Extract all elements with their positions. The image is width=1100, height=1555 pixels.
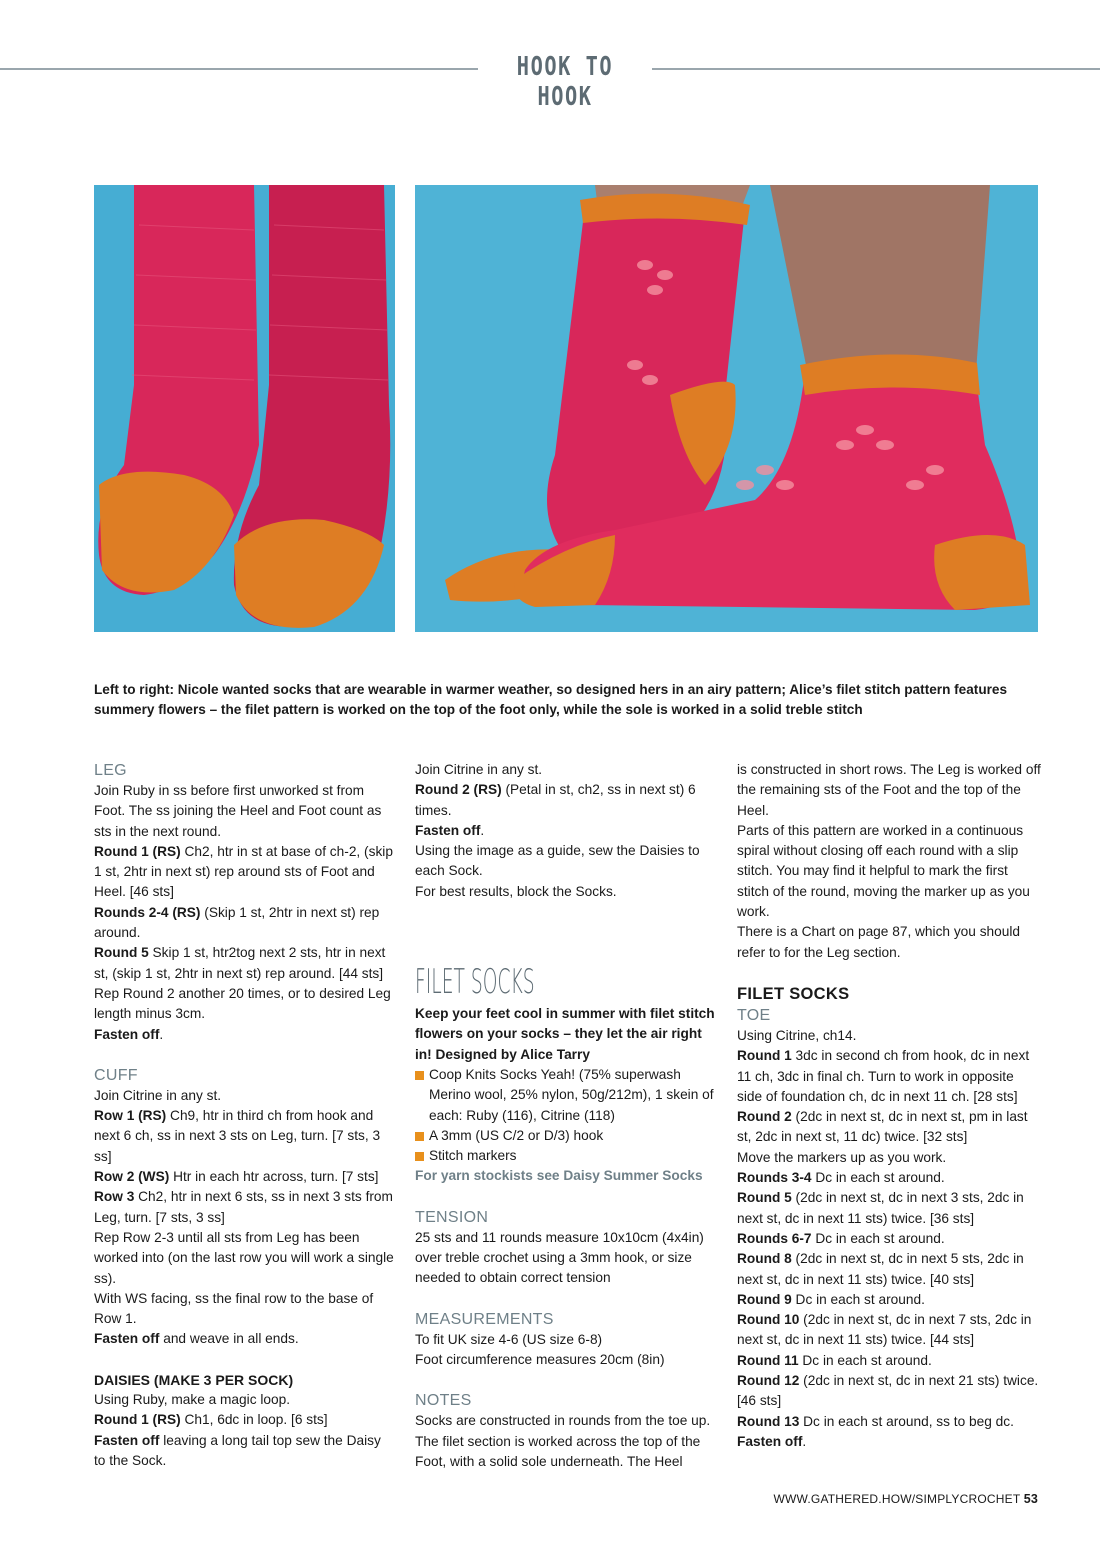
filet-socks-heading: FILET SOCKS [737,984,850,1003]
cuff-heading: CUFF [94,1066,138,1084]
column-1 [94,760,394,1471]
daisies-round-1: Round 1 (RS) Ch1, 6dc in loop. [6 sts] [94,1412,328,1428]
materials-markers: Stitch markers [415,1146,715,1166]
daisies-heading: DAISIES (MAKE 3 PER SOCK) [94,1371,294,1388]
daisies-fasten-off-2: Fasten off. [415,822,485,838]
cuff-fasten-off: Fasten off and weave in all ends. [94,1331,299,1347]
materials-hook: A 3mm (US C/2 or D/3) hook [415,1126,715,1146]
tension-heading: TENSION [415,1208,489,1226]
toe-round: Round 8 (2dc in next st, dc in next 5 sts, 2dc in next st, dc in next 11 sts) twice. [40 sts] [737,1251,1024,1287]
notes-spiral: Parts of this pattern are worked in a continuous spiral without closing off each round with a slip stitch. You may find it helpful to mark the first stitch of the round, moving the marker up as you work. [737,822,1030,920]
photo-filet-socks-side [415,185,1038,632]
leg-rounds-2-4: Rounds 2-4 (RS) (Skip 1 st, 2htr in next st) rep around. [94,904,380,941]
toe-round: Round 1 3dc in second ch from hook, dc in next 11 ch, 3dc in final ch. Turn to work in opposite side of foundation ch, dc in next 11 ch. [28 sts] [737,1048,1030,1104]
cuff-intro: Join Citrine in any st. [94,1087,222,1103]
cuff-row-2: Row 2 (WS) Htr in each htr across, turn. [7 sts] [94,1169,379,1185]
photo-pink-socks-front [94,185,395,632]
header-rule-right [652,68,1100,70]
leg-round-1: Round 1 (RS) Ch2, htr in st at base of ch-2, (skip 1 st, 2htr in next st) rep around sts of Foot and Heel. [46 sts] [94,843,393,900]
block-note: For best results, block the Socks. [415,883,617,899]
measurements-heading: MEASUREMENTS [415,1310,554,1328]
page-footer [773,1492,1038,1506]
column-2 [415,760,715,1472]
tension-text: 25 sts and 11 rounds measure 10x10cm (4x4in) over treble crochet using a 3mm hook, or size needed to obtain correct tension [415,1229,704,1286]
measurements-circumference: Foot circumference measures 20cm (8in) [415,1351,665,1367]
toe-round: Round 5 (2dc in next st, dc in next 3 sts, 2dc in next st, dc in next 11 sts) twice. [36 sts] [737,1190,1024,1226]
materials-yarn: Coop Knits Socks Yeah! (75% superwash Merino wool, 25% nylon, 50g/212m), 1 skein of each: Ruby (116), Citrine (118) [415,1065,715,1126]
header-rule-left [0,68,478,70]
cuff-row-1: Row 1 (RS) Ch9, htr in third ch from hook and next 6 ch, ss in next 3 sts on Leg, turn. [7 sts, 3 ss] [94,1108,381,1164]
toe-round: Round 12 (2dc in next st, dc in next 21 sts) twice. [46 sts] [737,1373,1039,1409]
daisies-fasten-off: Fasten off leaving a long tail top sew the Daisy to the Sock. [94,1432,381,1468]
cuff-ws: With WS facing, ss the final row to the base of Row 1. [94,1290,374,1327]
pattern-title: FILET SOCKS [415,962,535,1003]
daisies-intro: Using Ruby, make a magic loop. [94,1392,291,1408]
leg-repeat: Rep Round 2 another 20 times, or to desired Leg length minus 3cm. [94,985,391,1022]
leg-round-5: Round 5 Skip 1 st, htr2tog next 2 sts, htr in next st, (skip 1 st, 2htr in next st) rep around. [44 sts] [94,945,386,981]
footer-url: WWW.GATHERED.HOW/SIMPLYCROCHET [773,1492,1021,1506]
toe-fasten-off: Fasten off. [737,1433,807,1449]
page-number: 53 [1023,1492,1038,1506]
cuff-repeat: Rep Row 2-3 until all sts from Leg has been worked into (on the last row you will work a single ss). [94,1229,394,1286]
toe-intro: Using Citrine, ch14. [737,1027,857,1043]
column-3 [737,760,1042,1452]
toe-heading: TOE [737,1006,771,1024]
leg-fasten-off: Fasten off. [94,1026,164,1042]
toe-round: Round 13 Dc in each st around, ss to beg dc. [737,1413,1014,1429]
notes-continued: is constructed in short rows. The Leg is worked off the remaining sts of the Foot and the top of the Heel. [737,762,1041,818]
daisies-sew: Using the image as a guide, sew the Daisies to each Sock. [415,843,700,879]
measurements-size: To fit UK size 4-6 (US size 6-8) [415,1331,603,1347]
daisies-join: Join Citrine in any st. [415,762,543,777]
stockists-note: For yarn stockists see Daisy Summer Socks [415,1168,703,1184]
notes-text: Socks are constructed in rounds from the toe up. The filet section is worked across the top of the Foot, with a solid sole underneath. The Heel [415,1413,711,1469]
photo-caption: Left to right: Nicole wanted socks that are wearable in warmer weather, so designed hers in an airy pattern; Alice’s filet stitch pattern features summery flowers – the filet pattern is worked on the top of the foot only, while the sole is worked in a solid treble stitch [94,682,1008,717]
leg-heading: LEG [94,762,127,779]
toe-round: Round 2 (2dc in next st, dc in next st, pm in last st, 2dc in next st, 11 dc) twice. [32 sts] [737,1109,1028,1145]
notes-heading: NOTES [415,1392,472,1410]
toe-round: Move the markers up as you work. [737,1149,947,1165]
notes-chart: There is a Chart on page 87, which you should refer to for the Leg section. [737,924,1021,960]
toe-round: Round 11 Dc in each st around. [737,1352,932,1368]
cuff-row-3: Row 3 Ch2, htr in next 6 sts, ss in next 3 sts from Leg, turn. [7 sts, 3 ss] [94,1189,393,1225]
toe-round: Rounds 6-7 Dc in each st around. [737,1230,945,1246]
pattern-intro: Keep your feet cool in summer with filet stitch flowers on your socks – they let the air right in! Designed by Alice Tarry [415,1006,715,1062]
toe-round: Round 10 (2dc in next st, dc in next 7 sts, 2dc in next st, dc in next 11 sts) twice. [44 sts] [737,1312,1032,1348]
toe-round: Rounds 3-4 Dc in each st around. [737,1170,945,1186]
daisies-round-2: Round 2 (RS) (Petal in st, ch2, ss in next st) 6 times. [415,782,696,818]
leg-intro: Join Ruby in ss before first unworked st from Foot. The ss joining the Heel and Foot count as sts in the next round. [94,783,382,839]
section-header: HOOK TO HOOK [516,52,614,112]
toe-round: Round 9 Dc in each st around. [737,1291,925,1307]
